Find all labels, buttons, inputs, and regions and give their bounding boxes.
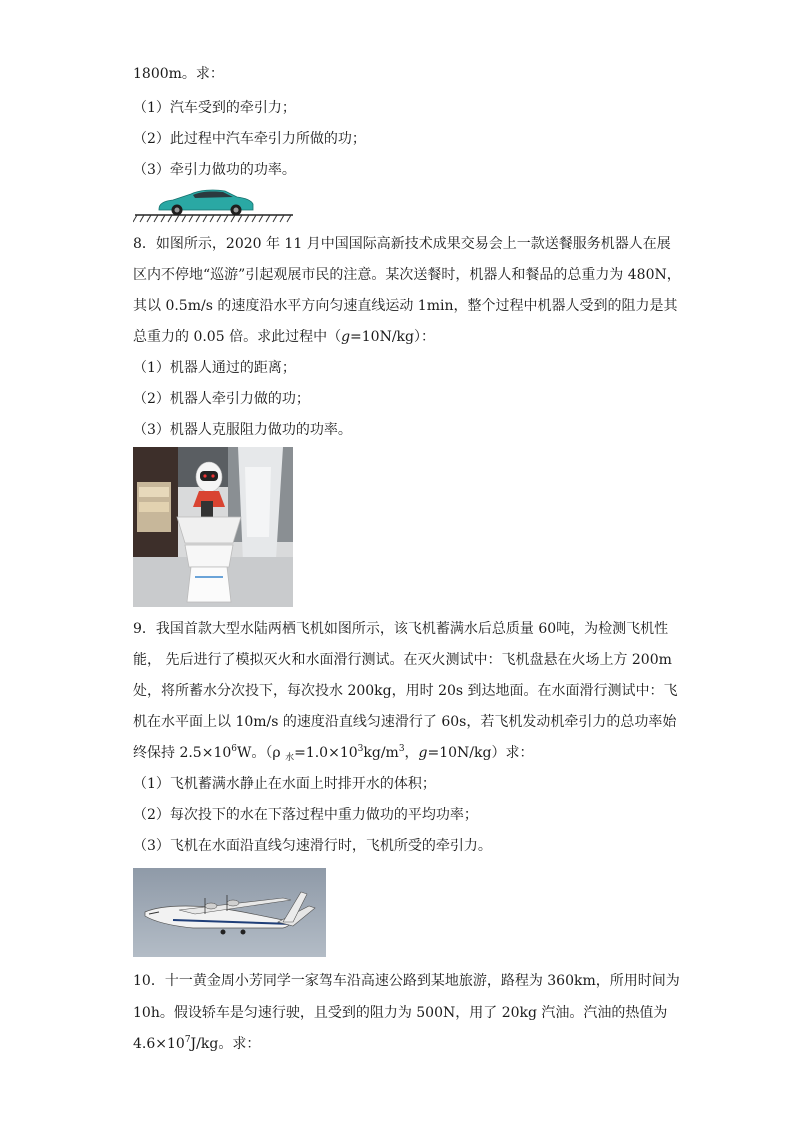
q9-line-1 bbox=[133, 619, 668, 639]
q8-item-3: （3）机器人克服阻力做功的功率。 bbox=[133, 422, 352, 438]
q7-item-3: （3）牵引力做功的功率。 bbox=[133, 162, 296, 178]
q9-line-5-sub: 水 bbox=[285, 753, 295, 763]
q9-line-5-e: ， bbox=[404, 745, 419, 761]
q10-line-3-sup: 7 bbox=[184, 1035, 191, 1045]
q9-line-5-sup3: 3 bbox=[398, 744, 405, 754]
amphibious-plane-photo bbox=[133, 868, 326, 957]
q8-line-3 bbox=[133, 296, 677, 316]
sports-car bbox=[159, 190, 253, 216]
q8-line-1 bbox=[133, 234, 671, 254]
q9-line-2 bbox=[133, 650, 672, 670]
q9-item-1: （1）飞机蓄满水静止在水面上时排开水的体积； bbox=[133, 776, 436, 792]
ground-hatch bbox=[133, 215, 293, 222]
q9-line-3 bbox=[133, 681, 678, 701]
car-figure bbox=[133, 182, 295, 224]
q9-line-3-text: 处，将所蓄水分次投下，每次投水 200kg，用时 20s 到达地面。在水面滑行测试中：飞 bbox=[133, 683, 678, 699]
q10-line-1-text: 10．十一黄金周小芳同学一家驾车沿高速公路到某地旅游，路程为 360km，所用时间为 bbox=[133, 973, 680, 989]
q8-item-1: （1）机器人通过的距离； bbox=[133, 360, 296, 376]
q8-line-4-b: =10N/kg）： bbox=[350, 329, 436, 345]
q7-tail: 1800m。求： bbox=[133, 66, 224, 82]
q9-item-3: （3）飞机在水面沿直线匀速滑行时，飞机所受的牵引力。 bbox=[133, 838, 492, 854]
q9-line-5-d: kg/m bbox=[363, 745, 399, 761]
q9-line-2-text: 能， 先后进行了模拟灭火和水面滑行测试。在灭火测试中：飞机盘悬在火场上方 200m bbox=[133, 652, 672, 668]
robot-photo bbox=[133, 447, 293, 607]
q10-line-3 bbox=[133, 1034, 260, 1054]
q8-line-4-a: 总重力的 0.05 倍。求此过程中（ bbox=[133, 329, 342, 345]
q8-line-4 bbox=[133, 327, 435, 347]
q10-line-2-text: 10h。假设轿车是匀速行驶，且受到的阻力为 500N，用了 20kg 汽油。汽油的热值为 bbox=[133, 1005, 668, 1021]
q8-line-2 bbox=[133, 265, 681, 285]
q10-line-1 bbox=[133, 971, 680, 991]
q8-line-2-text: 区内不停地“巡游”引起观展市民的注意。某次送餐时，机器人和餐品的总重力为 480N， bbox=[133, 267, 681, 283]
q9-line-4-text: 机在水平面上以 10m/s 的速度沿直线匀速滑行了 60s，若飞机发动机牵引力的总功率始 bbox=[133, 714, 677, 730]
q7-item-1: （1）汽车受到的牵引力； bbox=[133, 100, 296, 116]
q8-line-1-text: 8．如图所示，2020 年 11 月中国国际高新技术成果交易会上一款送餐服务机器人在展 bbox=[133, 236, 671, 252]
q8-line-3-text: 其以 0.5m/s 的速度沿水平方向匀速直线运动 1min，整个过程中机器人受到的阻力是其 bbox=[133, 298, 678, 314]
q9-line-5-sup2: 3 bbox=[357, 744, 364, 754]
q9-line-5-a: 终保持 2.5×10 bbox=[133, 745, 232, 761]
q8-item-2: （2）机器人牵引力做的功； bbox=[133, 391, 310, 407]
q9-line-4 bbox=[133, 712, 676, 732]
q9-line-5 bbox=[133, 743, 533, 763]
q9-line-1-text: 9．我国首款大型水陆两栖飞机如图所示，该飞机蓄满水后总质量 60吨，为检测飞机性 bbox=[133, 621, 669, 637]
q10-line-3-a: 4.6×10 bbox=[133, 1036, 185, 1052]
q9-line-5-c: =1.0×10 bbox=[294, 745, 358, 761]
q9-line-5-g: g bbox=[418, 745, 428, 761]
q10-line-3-b: J/kg。求： bbox=[190, 1036, 261, 1052]
q9-line-5-f: =10N/kg）求： bbox=[427, 745, 534, 761]
q9-line-5-b: W。（ρ bbox=[237, 745, 286, 761]
q9-line-5-sup1: 6 bbox=[231, 744, 237, 754]
q10-line-2 bbox=[133, 1003, 667, 1023]
q7-item-2: （2）此过程中汽车牵引力所做的功； bbox=[133, 131, 366, 147]
q8-line-4-g: g bbox=[341, 329, 351, 345]
q9-item-2: （2）每次投下的水在下落过程中重力做功的平均功率； bbox=[133, 807, 478, 823]
